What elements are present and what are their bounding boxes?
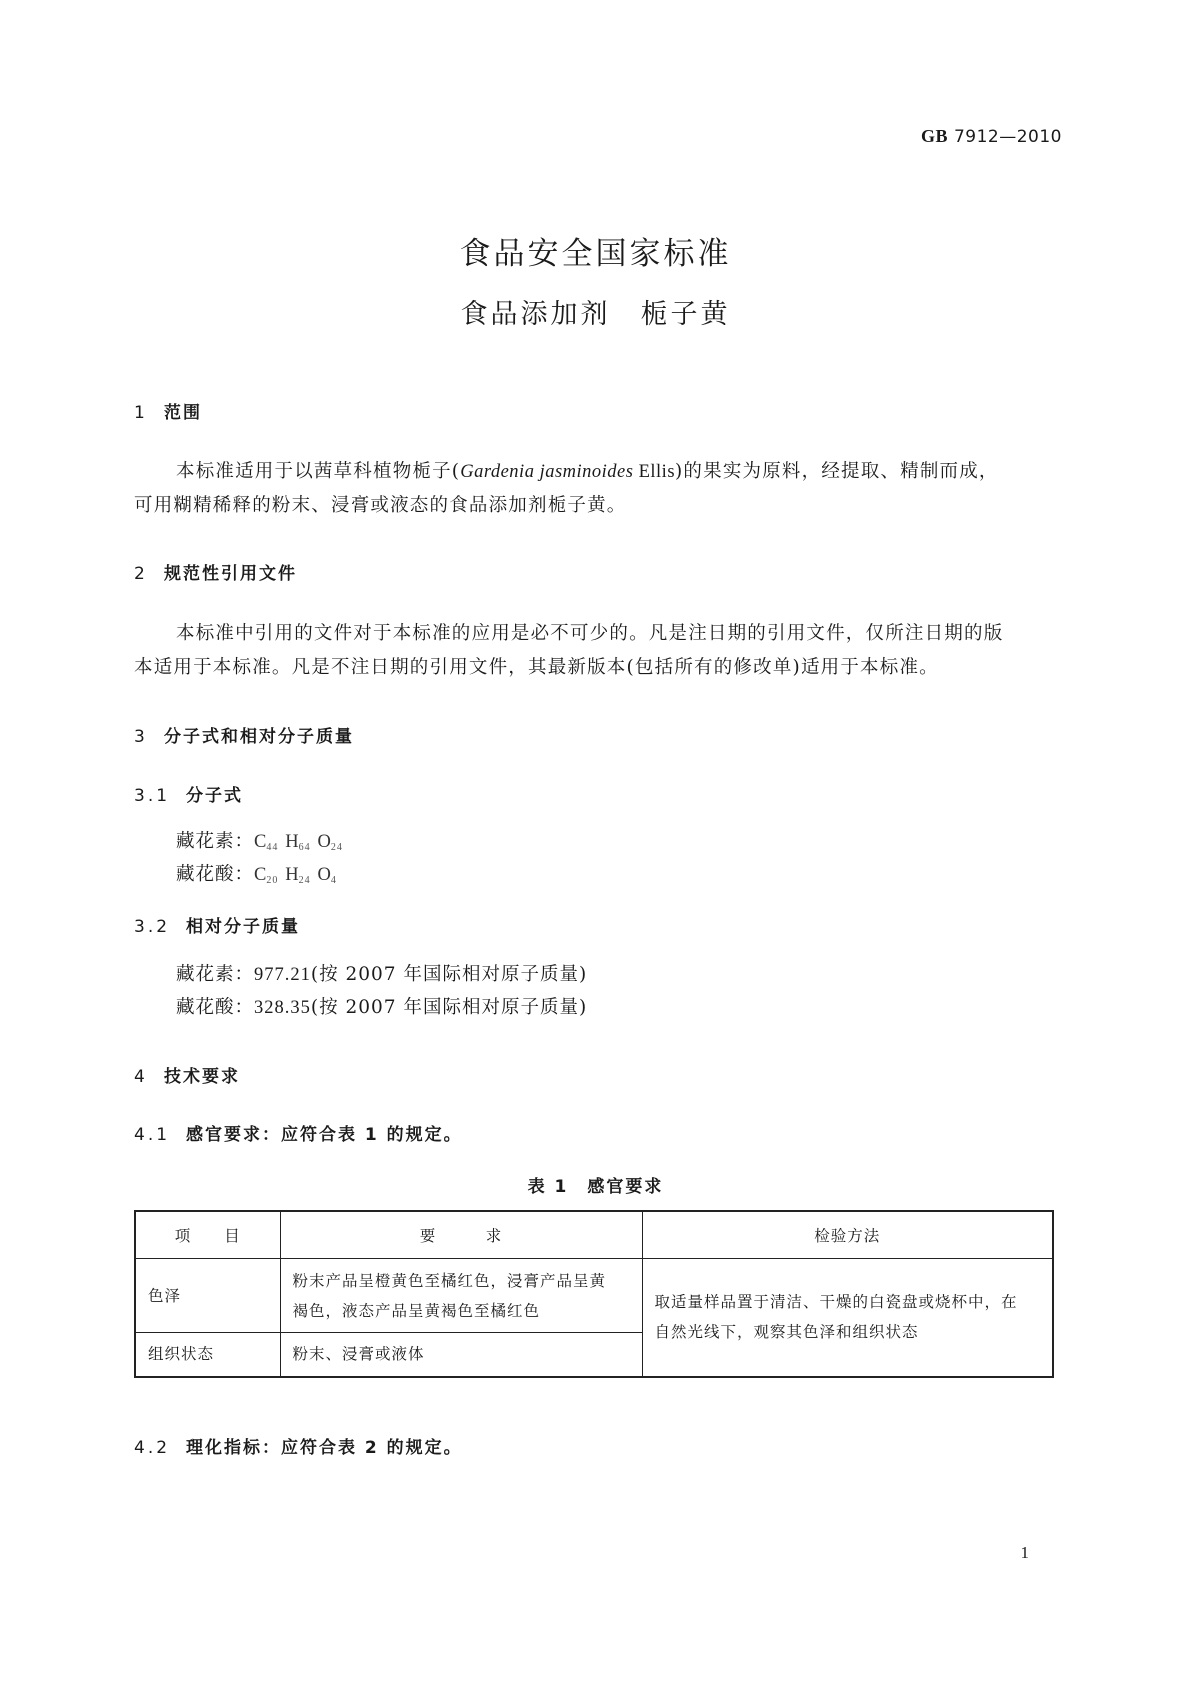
mass-note: (按 2007 年国际相对原子质量) <box>310 997 588 1018</box>
section-4-1-heading <box>134 1120 463 1145</box>
section-1-paragraph-line1 <box>176 455 999 489</box>
formula-crocin <box>176 827 343 853</box>
section-4-2-heading <box>134 1433 463 1458</box>
table-1 <box>134 1210 1054 1378</box>
section-number: 4 <box>134 1067 148 1087</box>
header-method: 检验方法 <box>642 1211 1053 1259</box>
text-span: 本标准适用于以茜草科植物栀子( <box>176 461 461 482</box>
cell-item: 色泽 <box>135 1259 280 1333</box>
subtitle-part2: 栀子黄 <box>640 299 731 330</box>
cell-method <box>642 1259 1053 1377</box>
standard-prefix: GB <box>920 126 948 146</box>
section-number: 1 <box>134 403 148 423</box>
element: O <box>317 865 331 885</box>
element: H <box>285 832 299 852</box>
section-title: 规范性引用文件 <box>164 564 297 584</box>
header-item: 项 目 <box>135 1211 280 1259</box>
section-1-heading <box>134 398 202 423</box>
element: C <box>254 865 267 885</box>
subscript: 20 <box>266 875 279 886</box>
compound-name: 藏花酸： <box>176 997 255 1018</box>
subtitle-part1: 食品添加剂 <box>460 299 611 330</box>
subscript: 24 <box>330 842 343 853</box>
cell-requirement <box>280 1259 642 1333</box>
cell-text-line: 取适量样品置于清洁、干燥的白瓷盘或烧杯中，在 <box>654 1293 1018 1312</box>
mass-value: 977.21 <box>254 965 311 985</box>
section-3-heading <box>134 722 354 747</box>
table-row <box>135 1259 1053 1333</box>
table-header-row <box>135 1211 1053 1259</box>
section-number: 3.2 <box>134 917 171 937</box>
section-2-heading <box>134 559 297 584</box>
mass-value: 328.35 <box>254 998 311 1018</box>
section-number: 4.2 <box>134 1438 171 1458</box>
section-number: 4.1 <box>134 1125 171 1145</box>
cell-text-line: 自然光线下，观察其色泽和组织状态 <box>654 1323 919 1342</box>
compound-name: 藏花素： <box>176 831 255 852</box>
section-number: 3 <box>134 727 148 747</box>
mass-crocin <box>176 960 587 986</box>
section-title: 技术要求 <box>164 1067 240 1087</box>
cell-text-line: 褐色，液态产品呈黄褐色至橘红色 <box>292 1301 541 1320</box>
subscript: 44 <box>266 842 279 853</box>
compound-name: 藏花酸： <box>176 864 255 885</box>
section-2-paragraph-line1: 本标准中引用的文件对于本标准的应用是必不可少的。凡是注日期的引用文件，仅所注日期的版 <box>176 623 1004 644</box>
element: H <box>285 865 299 885</box>
compound-name: 藏花素： <box>176 964 255 985</box>
mass-crocetin <box>176 993 587 1019</box>
section-3-2-heading <box>134 912 300 937</box>
cell-text-line: 粉末产品呈橙黄色至橘红色，浸膏产品呈黄 <box>292 1271 607 1290</box>
cell-item: 组织状态 <box>135 1333 280 1377</box>
standard-number <box>921 126 1062 147</box>
element: C <box>254 832 267 852</box>
latin-genus-species: Gardenia jasminoides <box>460 462 634 482</box>
standard-code: 7912—2010 <box>953 127 1062 147</box>
element: O <box>317 832 331 852</box>
section-title: 理化指标：应符合表 2 的规定。 <box>186 1438 463 1458</box>
text-span: )的果实为原料，经提取、精制而成， <box>675 461 999 482</box>
section-1-paragraph-line2: 可用糊精稀释的粉末、浸膏或液态的食品添加剂栀子黄。 <box>134 495 627 516</box>
section-title: 范围 <box>164 403 202 423</box>
section-number: 2 <box>134 564 148 584</box>
section-title: 分子式 <box>186 786 243 806</box>
section-3-1-heading <box>134 781 243 806</box>
formula-crocetin <box>176 860 337 886</box>
document-title: 食品安全国家标准 <box>459 236 732 272</box>
page-number: 1 <box>1020 1543 1029 1562</box>
subscript: 4 <box>330 875 337 886</box>
section-number: 3.1 <box>134 786 171 806</box>
header-requirement: 要 求 <box>280 1211 642 1259</box>
table-1-caption: 表 1 感官要求 <box>527 1177 664 1197</box>
subscript: 64 <box>298 842 311 853</box>
cell-requirement: 粉末、浸膏或液体 <box>280 1333 642 1377</box>
document-subtitle <box>0 292 1191 331</box>
mass-note: (按 2007 年国际相对原子质量) <box>310 964 588 985</box>
section-title: 分子式和相对分子质量 <box>164 727 354 747</box>
section-4-heading <box>134 1062 240 1087</box>
section-title: 感官要求：应符合表 1 的规定。 <box>186 1125 463 1145</box>
section-2-paragraph-line2: 本适用于本标准。凡是不注日期的引用文件，其最新版本(包括所有的修改单)适用于本标准。 <box>134 657 939 678</box>
latin-authority: Ellis <box>633 462 676 482</box>
section-title: 相对分子质量 <box>186 917 300 937</box>
subscript: 24 <box>298 875 311 886</box>
